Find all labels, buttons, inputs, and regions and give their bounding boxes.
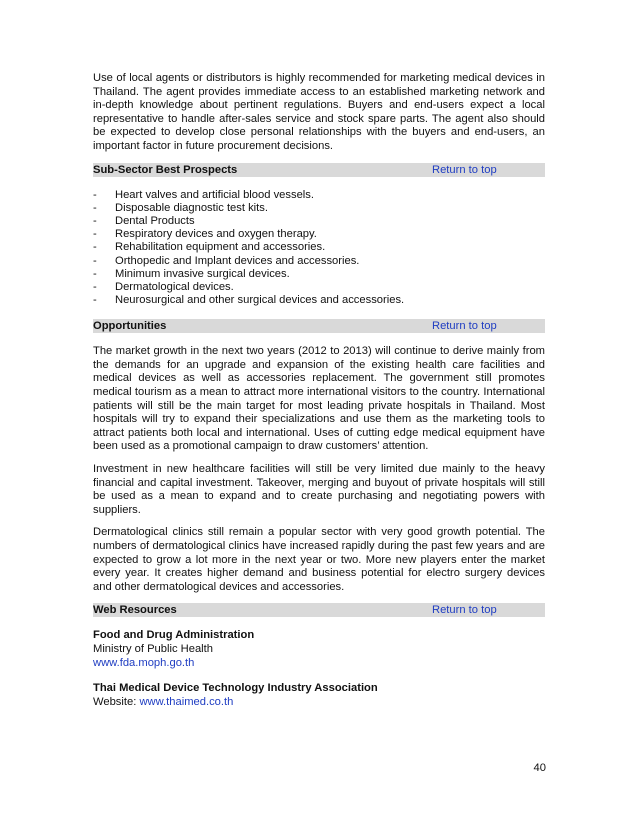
fda-url-link[interactable]: www.fda.moph.go.th [93, 656, 195, 669]
section-title: Sub-Sector Best Prospects [93, 163, 238, 176]
list-item: - Heart valves and artificial blood vessels. [93, 188, 314, 201]
opportunities-paragraph-2: Investment in new healthcare facilities will still be very limited due mainly to the heavy financial and capital investment. Takeover, merging and buyout of private hospitals will still be used as a mean to expand and to create purchasing and negotiating powers with suppliers. [93, 463, 545, 516]
intro-paragraph: Use of local agents or distributors is highly recommended for marketing medical devices in Thailand. The agent provides immediate access to an established marketing network and in-depth knowledge about pertinent regulations. Buyers and end-users expect a local representative to handle after-sales service and stock spare parts. The agent also should be expected to develop close personal relationships with the buyers and end-users, an important factor in future procurement decisions. [93, 72, 545, 152]
list-item: - Dermatological devices. [93, 280, 234, 293]
sub-sector-list [93, 189, 545, 308]
section-header-web-resources [93, 603, 545, 617]
page-number: 40 [533, 762, 546, 774]
opportunities-paragraph-1: The market growth in the next two years (2012 to 2013) will continue to derive mainly from the demands for an upgrade and expansion of the existing health care facilities and medical devices as well as accessories replacement. The government still promotes medical tourism as a mean to attract more international visitors to the country. International patients will still be the main target for most leading private hospitals in Thailand. Most hospitals will try to expand their specializations and use them as the marketing tools to attract patients both local and international. Uses of cutting edge medical equipment have been used as a promotional campaign to draw customers’ attention. [93, 345, 545, 453]
list-item: - Disposable diagnostic test kits. [93, 201, 268, 214]
org-website-line [93, 696, 545, 710]
return-to-top-link[interactable]: Return to top [432, 320, 497, 333]
list-item: - Minimum invasive surgical devices. [93, 267, 290, 280]
org-name: Thai Medical Device Technology Industry Association [93, 682, 378, 695]
return-to-top-link[interactable]: Return to top [432, 604, 497, 617]
section-header-sub-sector [93, 163, 545, 177]
list-item: - Rehabilitation equipment and accessories. [93, 241, 326, 254]
section-header-opportunities [93, 319, 545, 333]
thaimed-url-link[interactable]: www.thaimed.co.th [139, 695, 234, 708]
resource-thaimed [93, 682, 545, 709]
section-title: Web Resources [93, 604, 177, 617]
list-item: - Neurosurgical and other surgical devices and accessories. [93, 294, 405, 307]
list-item: - Dental Products [93, 214, 195, 227]
return-to-top-link[interactable]: Return to top [432, 163, 497, 176]
list-item: - Respiratory devices and oxygen therapy. [93, 228, 317, 241]
org-name: Food and Drug Administration [93, 629, 255, 642]
document-page [93, 72, 545, 721]
org-parent: Ministry of Public Health [93, 642, 213, 655]
opportunities-paragraph-3: Dermatological clinics still remain a popular sector with very good growth potential. The numbers of dermatological clinics have increased rapidly during the past few years and are expected to grow a lot more in the next year or two. More new players enter the market every year. It creates higher demand and business potential for electro surgery devices and other dermatological devices and accessories. [93, 526, 545, 593]
resource-fda [93, 629, 545, 670]
list-item: - Orthopedic and Implant devices and accessories. [93, 254, 360, 267]
website-label: Website: [93, 695, 140, 708]
section-title: Opportunities [93, 320, 167, 333]
